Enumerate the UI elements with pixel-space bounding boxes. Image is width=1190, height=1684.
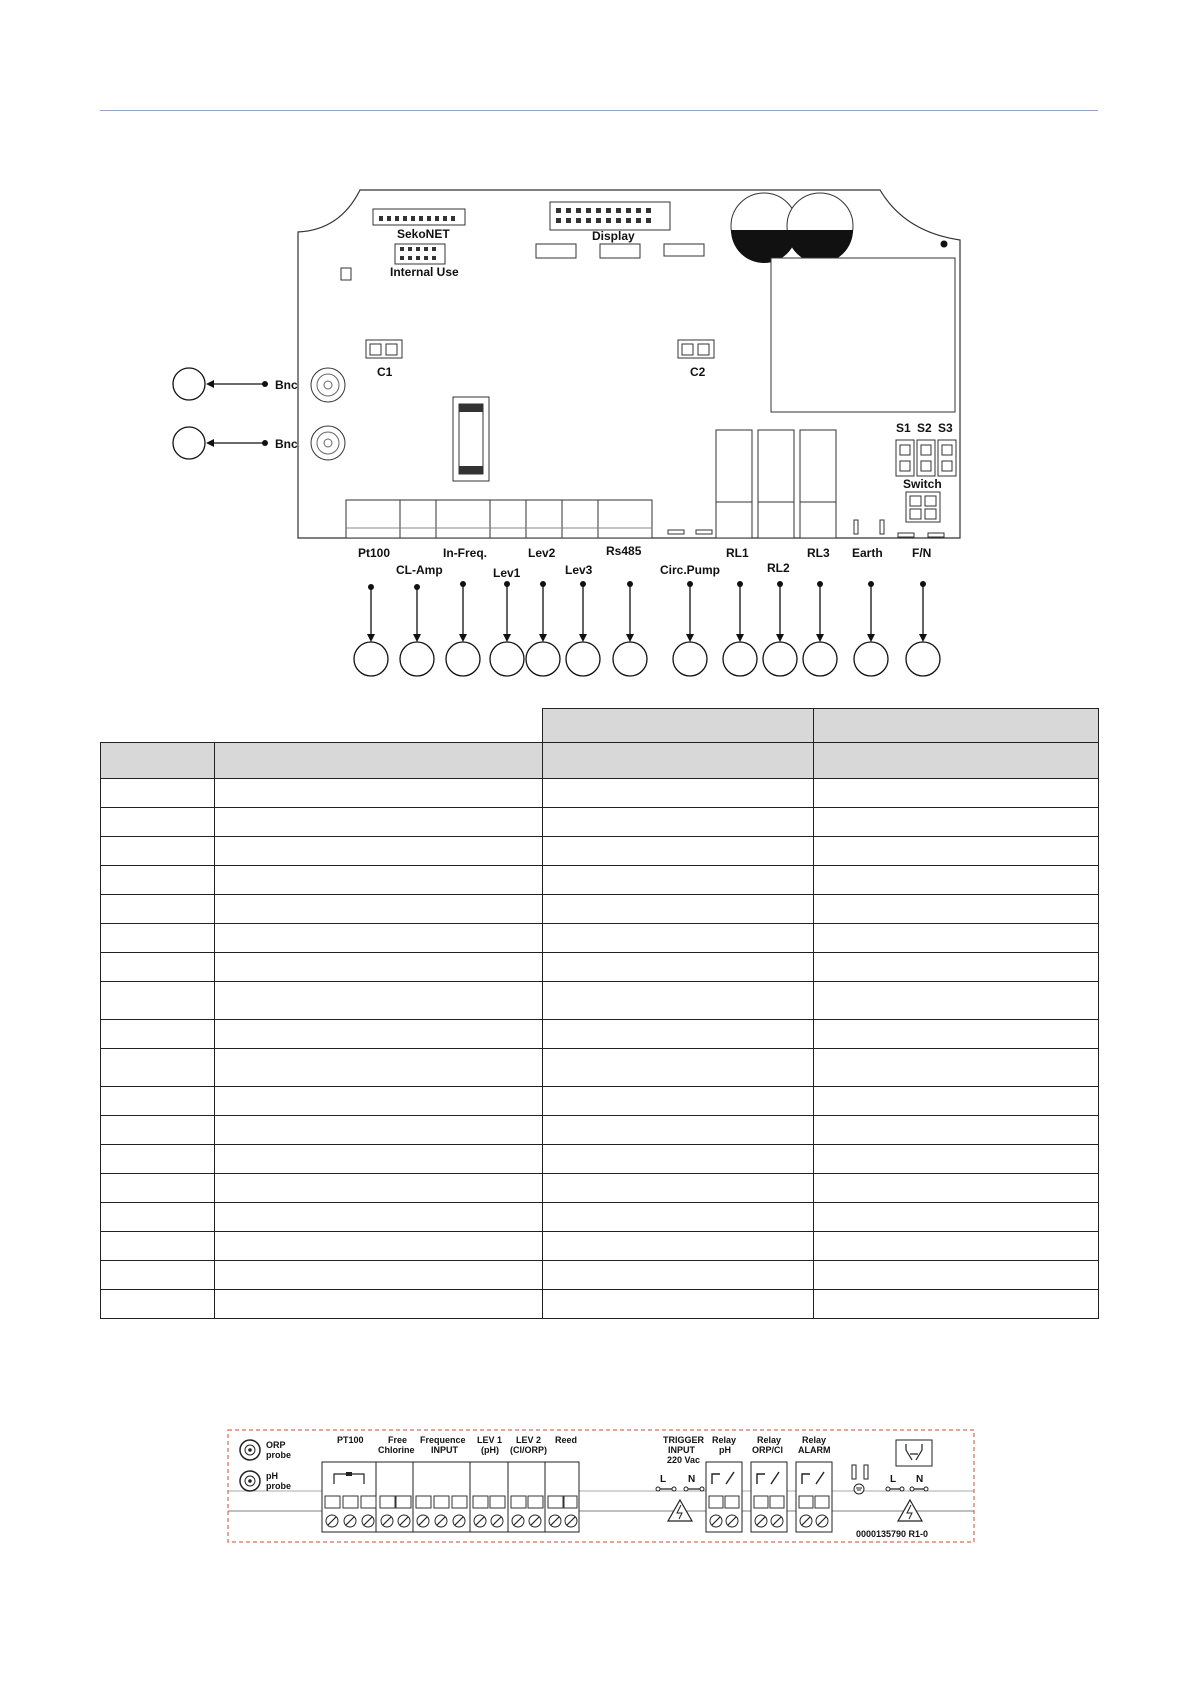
table-row [101, 1020, 1099, 1049]
label-lev3: Lev3 [565, 563, 593, 577]
switch-s2-label: S2 [917, 421, 932, 435]
callout-9 [723, 642, 757, 676]
ph-probe-label: pH [266, 1471, 278, 1481]
jumper-c1-label: C1 [377, 365, 393, 379]
arrow-icon [579, 634, 587, 642]
transformer-block [771, 258, 955, 412]
strip-relay-alarm: Relay [802, 1435, 827, 1445]
strip-lev1: LEV 1 [477, 1435, 503, 1445]
svg-text:INPUT: INPUT [431, 1445, 458, 1455]
callout-5 [526, 642, 560, 676]
label-rl1: RL1 [726, 546, 749, 560]
svg-text:N: N [688, 1474, 696, 1485]
terminal-block-pt100-clamp [346, 500, 400, 538]
label-fn: F/N [912, 546, 932, 560]
switch-s3-label: S3 [938, 421, 953, 435]
strip-reed: Reed [555, 1435, 578, 1445]
table-row [101, 1174, 1099, 1203]
table-row [101, 1232, 1099, 1261]
table-row [101, 1087, 1099, 1116]
switch-label: Switch [903, 477, 942, 491]
strip-free-chlorine: Free [388, 1435, 408, 1445]
label-cl-amp: CL-Amp [396, 563, 443, 577]
relay-rl2 [758, 430, 794, 502]
terminal-block-infreq [436, 500, 490, 538]
table-row [101, 837, 1099, 866]
table-header-blank [215, 709, 543, 743]
cn-header-3 [664, 244, 704, 256]
table-row [101, 924, 1099, 953]
table-row [101, 1145, 1099, 1174]
label-rl3: RL3 [807, 546, 830, 560]
table-row [101, 808, 1099, 837]
arrow-icon [816, 634, 824, 642]
callout-8 [673, 642, 707, 676]
callout-10 [763, 642, 797, 676]
orp-probe-label: ORP [266, 1440, 286, 1450]
table-row [101, 982, 1099, 1020]
label-earth: Earth [852, 546, 883, 560]
table-header-group-1 [543, 709, 814, 743]
arrow-icon [459, 634, 467, 642]
part-code: 0000135790 R1-0 [856, 1529, 929, 1539]
sekonet-label: SekoNET [397, 227, 450, 241]
arrow-icon [867, 634, 875, 642]
svg-text:L: L [660, 1474, 667, 1485]
jumper-c2-label: C2 [690, 365, 706, 379]
table-header-col-1 [101, 743, 215, 779]
label-rl2: RL2 [767, 561, 790, 575]
strip-relay-orp: Relay [757, 1435, 782, 1445]
power-n: N [916, 1474, 924, 1485]
svg-text:pH: pH [719, 1445, 731, 1455]
label-lev2: Lev2 [528, 546, 556, 560]
arrow-icon [206, 380, 214, 388]
cn-header-1 [536, 244, 576, 258]
table-row [101, 866, 1099, 895]
arrow-icon [626, 634, 634, 642]
internal-use-label: Internal Use [390, 265, 459, 279]
display-connector [550, 202, 670, 230]
callout-13 [906, 642, 940, 676]
table-row [101, 1116, 1099, 1145]
arrow-icon [539, 634, 547, 642]
callout-3 [446, 642, 480, 676]
svg-text:probe: probe [266, 1481, 292, 1491]
power-l: L [890, 1474, 897, 1485]
label-in-freq: In-Freq. [443, 546, 487, 560]
arrow-icon [367, 634, 375, 642]
callout-4 [490, 642, 524, 676]
table-header-col-2 [215, 743, 543, 779]
strip-frequence-input: Frequence [420, 1435, 466, 1445]
pcb-diagram [0, 180, 1190, 680]
table-header-blank [101, 709, 215, 743]
terminal-block-rs485 [598, 500, 652, 538]
switch-s1-label: S1 [896, 421, 911, 435]
switch-symbol-icon [896, 1440, 932, 1466]
table-row [101, 1203, 1099, 1232]
strip-relay-ph: Relay [712, 1435, 737, 1445]
label-pt100: Pt100 [358, 546, 391, 560]
callout-11 [803, 642, 837, 676]
cn-header-2 [600, 244, 640, 258]
svg-text:220 Vac: 220 Vac [667, 1455, 701, 1465]
callout-1 [354, 642, 388, 676]
arrow-icon [686, 634, 694, 642]
svg-text:probe: probe [266, 1450, 292, 1460]
relay-rl3 [800, 430, 836, 502]
table-row [101, 895, 1099, 924]
table-row [101, 953, 1099, 982]
strip-lev2: LEV 2 [516, 1435, 542, 1445]
bnc-label-1: Bnc [275, 378, 298, 392]
display-label: Display [592, 229, 635, 243]
table-row [101, 1049, 1099, 1087]
callout-12 [854, 642, 888, 676]
svg-text:Chlorine: Chlorine [378, 1445, 415, 1455]
svg-text:ALARM: ALARM [798, 1445, 831, 1455]
table-header-col-3 [543, 743, 814, 779]
callout-7 [613, 642, 647, 676]
arrow-icon [919, 634, 927, 642]
svg-text:(Cl/ORP): (Cl/ORP) [510, 1445, 547, 1455]
label-rs485: Rs485 [606, 544, 642, 558]
arrow-icon [776, 634, 784, 642]
arrow-icon [413, 634, 421, 642]
relay-rl1 [716, 430, 752, 502]
table-row [101, 779, 1099, 808]
callout-bnc-1 [173, 368, 205, 400]
ground-icon [854, 1484, 864, 1494]
terminal-strip-diagram [0, 1420, 1190, 1560]
header-rule [100, 110, 1098, 111]
table-body [101, 779, 1099, 1319]
callout-6 [566, 642, 600, 676]
table-row [101, 1261, 1099, 1290]
callout-2 [400, 642, 434, 676]
svg-text:(pH): (pH) [481, 1445, 499, 1455]
arrow-icon [503, 634, 511, 642]
label-circ-pump: Circ.Pump [660, 563, 721, 577]
reference-table [100, 708, 1099, 1319]
callout-bnc-2 [173, 427, 205, 459]
table-header-group-2 [814, 709, 1099, 743]
arrow-icon [736, 634, 744, 642]
table-row [101, 1290, 1099, 1319]
strip-trigger-input: TRIGGER [663, 1435, 705, 1445]
strip-pt100: PT100 [337, 1435, 364, 1445]
arrow-icon [206, 439, 214, 447]
table-header-col-4 [814, 743, 1099, 779]
svg-text:INPUT: INPUT [668, 1445, 695, 1455]
bnc-label-2: Bnc [275, 437, 298, 451]
svg-text:ORP/Cl: ORP/Cl [752, 1445, 784, 1455]
label-lev1: Lev1 [493, 566, 521, 580]
